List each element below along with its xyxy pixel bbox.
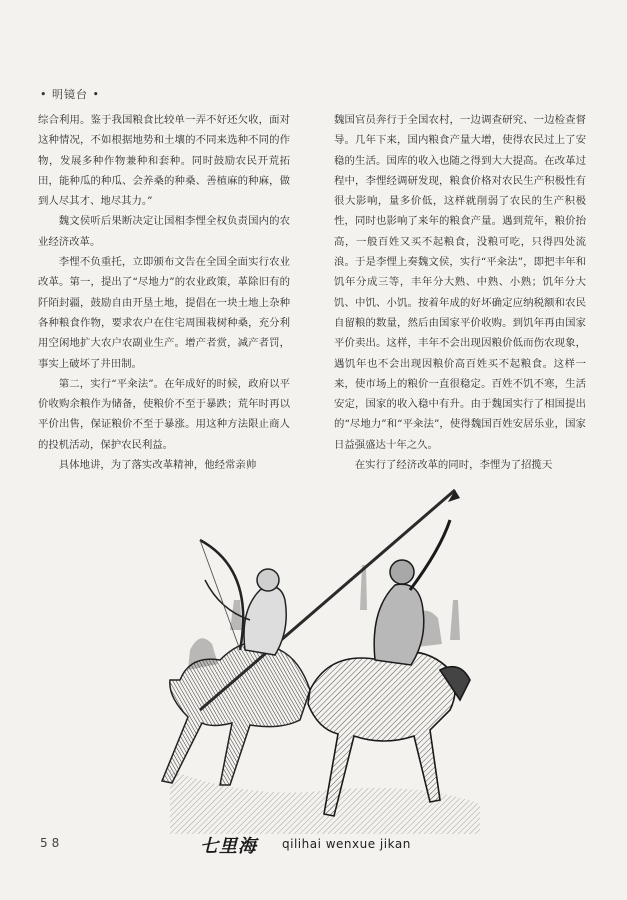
paragraph: 李悝不负重托，立即颁布文告在全国全面实行农业改革。第一，提出了“尽地力”的农业政策，革除旧有的阡陌封疆，鼓励自由开垦土地，提倡在一块土地上杂种各种粮食作物，要求农户在住宅周围栽树种桑，充分利用空闲地扩大农户农副业生产。增产者赏，减产者罚，事实上破坏了井田制。 — [38, 256, 290, 370]
bow — [200, 540, 243, 650]
article-column-right — [334, 110, 586, 475]
article-column-left — [38, 110, 290, 475]
archer-horse — [162, 642, 310, 785]
page-number: 58 — [40, 836, 64, 850]
page-footer — [0, 832, 627, 862]
paragraph: 具体地讲，为了落实改革精神，他经常亲帅 — [58, 459, 257, 472]
magazine-name: 七里海 — [200, 836, 257, 857]
paragraph: 综合利用。鉴于我国粮食比较单一弄不好还欠收，面对这种情况，不如根据地势和土壤的不同来选种不同的作物，发展多种作物兼种和套种。同时鼓励农民开荒拓田，能种瓜的种瓜、会养桑的种桑、善植麻的种麻，做到人尽其才、地尽其力。” — [38, 114, 290, 208]
paragraph: 魏国官员奔行于全国农村，一边调查研究、一边检查督导。几年下来，国内粮食产量大增，使得农民过上了安稳的生活。国库的收入也随之得到大大提高。在改革过程中，李悝经调研发现，粮食价格对农民生产积极性有很大影响，量多价低，这样就削弱了农民的生产积极性，同时也影响了来年的粮食产量。遇到荒年，粮价抬高，一般百姓又买不起粮食，没粮可吃，只得四处流浪。于是李悝上奏魏文侯，实行“平籴法”，即把丰年和饥年分成三等，丰年分大熟、中熟、小熟；饥年分大饥、中饥、小饥。按着年成的好坏确定应纳税额和农民自留粮的数量，然后由国家平价收购。到饥年再由国家平价卖出。这样，丰年不会出现因粮价低而伤农现象，遇饥年也不会出现因粮价高百姓买不起粮食。这样一来，使市场上的粮价一直很稳定。百姓不饥不寒，生活安定，国家的收入稳中有升。由于魏国实行了相国提出的“尽地力”和“平籴法”，使得魏国百姓安居乐业，国家日益强盛达十年之久。 — [334, 114, 586, 451]
cavalry-battle-illustration — [150, 480, 495, 875]
paragraph: 第二，实行“平籴法”。在年成好的时候，政府以平价收购余粮作为储备，使粮价不至于暴跌；荒年时再以平价出售，保证粮价不至于暴涨。用这种方法限止商人的投机活动，保护农民利益。 — [38, 377, 290, 451]
illustration-svg — [150, 480, 495, 875]
paragraph: 魏文侯听后果断决定让国相李悝全权负责国内的农业经济改革。 — [38, 215, 290, 248]
column-header: • 明镜台 • — [40, 88, 100, 101]
archer-rider — [205, 569, 286, 655]
magazine-pinyin: qilihai wenxue jikan — [282, 837, 411, 851]
paragraph: 在实行了经济改革的同时，李悝为了招揽天 — [354, 459, 553, 472]
